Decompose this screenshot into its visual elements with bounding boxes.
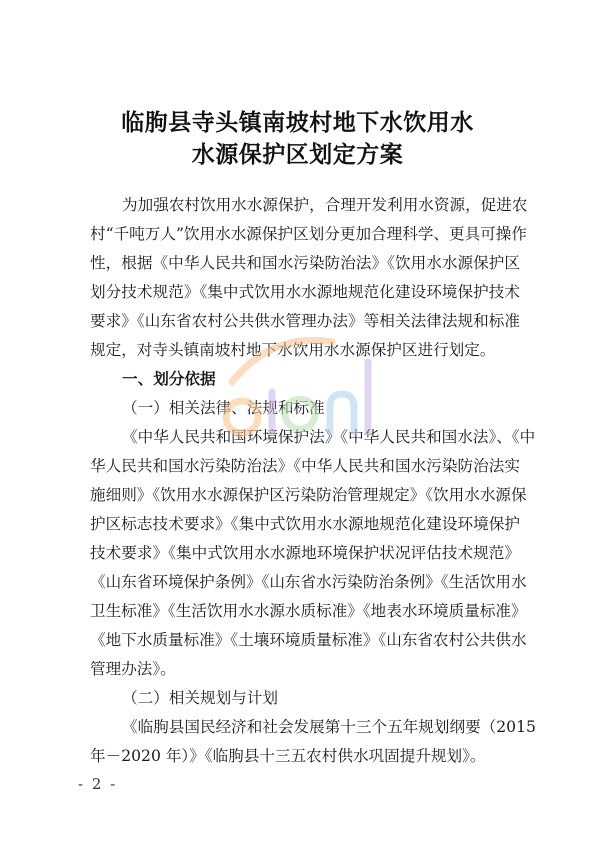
subsection-heading: （一）相关法律、法规和标准 — [122, 399, 325, 417]
intro-line: 性，根据《中华人民共和国水污染防治法》《饮用水水源保护区 — [90, 254, 520, 272]
intro-line: 划分技术规范》《集中式饮用水水源地规范化建设环境保护技术 — [90, 283, 520, 301]
intro-line: 要求》《山东省农村公共供水管理办法》等相关法律法规和标准 — [90, 312, 520, 330]
intro-line: 为加强农村饮用水水源保护，合理开发利用水资源，促进农 — [122, 196, 528, 214]
section-heading: 一、划分依据 — [122, 369, 216, 388]
document-title-line-2: 水源保护区划定方案 — [191, 141, 404, 168]
body-line: 护区标志技术要求》《集中式饮用水水源地规范化建设环境保护 — [90, 515, 520, 533]
body-line: 《山东省环境保护条例》《山东省水污染防治条例》《生活饮用水 — [90, 573, 527, 591]
intro-line: 村“千吨万人”饮用水水源保护区划分更加合理科学、更具可操作 — [90, 225, 527, 243]
page-number: - 2 - — [78, 775, 118, 793]
body-line: 年－2020 年）》《临朐县十三五农村供水巩固提升规划》。 — [90, 747, 486, 765]
body-line: 《临朐县国民经济和社会发展第十三个五年规划纲要（2015 — [122, 718, 536, 736]
body-line: 施细则》《饮用水水源保护区污染防治管理规定》《饮用水水源保 — [90, 486, 527, 504]
body-line: 卫生标准》《生活饮用水水源水质标准》《地表水环境质量标准》 — [90, 602, 527, 620]
body-line: 《地下水质量标准》《土壤环境质量标准》《山东省农村公共供水 — [90, 631, 527, 649]
document-title-line-1: 临朐县寺头镇南坡村地下水饮用水 — [121, 109, 474, 136]
body-line: 管理办法》。 — [90, 660, 176, 678]
body-line: 华人民共和国水污染防治法》《中华人民共和国水污染防治法实 — [90, 457, 520, 475]
intro-line: 规定，对寺头镇南坡村地下水饮用水水源保护区进行划定。 — [90, 341, 496, 359]
body-line: 技术要求》《集中式饮用水水源地环境保护状况评估技术规范》 — [90, 544, 520, 562]
subsection-heading: （二）相关规划与计划 — [122, 689, 278, 707]
body-line: 《中华人民共和国环境保护法》《中华人民共和国水法》、《中 — [122, 428, 536, 446]
